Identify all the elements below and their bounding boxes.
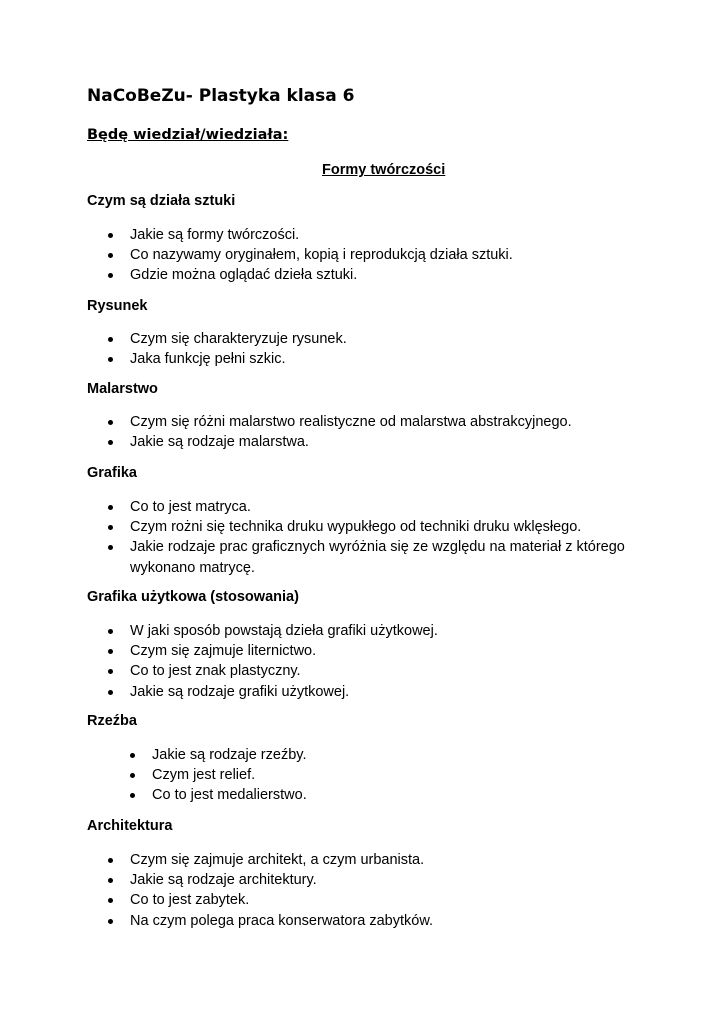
document-title: NaCoBeZu- Plastyka klasa 6 — [87, 86, 355, 106]
list-item: Co to jest matryca. — [107, 497, 667, 517]
list-item: Czym się charakteryzuje rysunek. — [107, 329, 667, 349]
list-item: Jakie są rodzaje malarstwa. — [107, 432, 667, 452]
document-subtitle: Będę wiedział/wiedziała: — [87, 127, 289, 143]
section-heading-rzezba: Rzeźba — [87, 713, 137, 729]
section-list-czym-sa-dziela-sztuki — [107, 225, 667, 286]
section-list-rysunek — [107, 329, 667, 369]
section-list-rzezba — [129, 745, 689, 806]
list-item: Jakie są rodzaje architektury. — [107, 870, 667, 890]
bullet-icon — [108, 505, 113, 510]
list-item: Czym jest relief. — [129, 765, 689, 785]
section-heading-malarstwo: Malarstwo — [87, 381, 158, 397]
bullet-icon — [108, 669, 113, 674]
list-item: Jakie rodzaje prac graficznych wyróżnia się ze względu na materiał z którego wykonano matrycę. — [107, 537, 667, 577]
list-item: Na czym polega praca konserwatora zabytków. — [107, 911, 667, 931]
bullet-icon — [108, 919, 113, 924]
bullet-icon — [108, 878, 113, 883]
list-item: Gdzie można oglądać dzieła sztuki. — [107, 265, 667, 285]
list-item: Co to jest zabytek. — [107, 890, 667, 910]
section-list-architektura — [107, 850, 667, 931]
section-list-malarstwo — [107, 412, 667, 452]
bullet-icon — [108, 233, 113, 238]
list-item: W jaki sposób powstają dzieła grafiki użytkowej. — [107, 621, 667, 641]
bullet-icon — [130, 793, 135, 798]
bullet-icon — [108, 420, 113, 425]
bullet-icon — [108, 337, 113, 342]
bullet-icon — [108, 525, 113, 530]
bullet-icon — [108, 440, 113, 445]
section-list-grafika — [107, 497, 667, 578]
bullet-icon — [108, 253, 113, 258]
list-item: Co to jest medalierstwo. — [129, 785, 689, 805]
bullet-icon — [108, 690, 113, 695]
list-item: Co nazywamy oryginałem, kopią i reprodukcją działa sztuki. — [107, 245, 667, 265]
list-item: Jakie są rodzaje rzeźby. — [129, 745, 689, 765]
bullet-icon — [108, 273, 113, 278]
bullet-icon — [108, 898, 113, 903]
list-item: Czym się zajmuje liternictwo. — [107, 641, 667, 661]
section-heading-czym-sa-dziela-sztuki: Czym są działa sztuki — [87, 193, 236, 209]
section-heading-grafika-uzytkowa: Grafika użytkowa (stosowania) — [87, 589, 299, 605]
list-item: Czym się zajmuje architekt, a czym urbanista. — [107, 850, 667, 870]
bullet-icon — [130, 753, 135, 758]
list-item: Jakie są formy twórczości. — [107, 225, 667, 245]
section-list-grafika-uzytkowa — [107, 621, 667, 702]
bullet-icon — [108, 858, 113, 863]
list-item: Czym się różni malarstwo realistyczne od malarstwa abstrakcyjnego. — [107, 412, 667, 432]
list-item: Jaka funkcję pełni szkic. — [107, 349, 667, 369]
bullet-icon — [108, 357, 113, 362]
bullet-icon — [130, 773, 135, 778]
bullet-icon — [108, 545, 113, 550]
list-item: Czym rożni się technika druku wypukłego od techniki druku wklęsłego. — [107, 517, 667, 537]
bullet-icon — [108, 649, 113, 654]
list-item: Jakie są rodzaje grafiki użytkowej. — [107, 682, 667, 702]
section-heading-architektura: Architektura — [87, 818, 173, 834]
main-heading: Formy twórczości — [322, 162, 446, 178]
bullet-icon — [108, 629, 113, 634]
section-heading-rysunek: Rysunek — [87, 298, 148, 314]
list-item: Co to jest znak plastyczny. — [107, 661, 667, 681]
section-heading-grafika: Grafika — [87, 465, 137, 481]
